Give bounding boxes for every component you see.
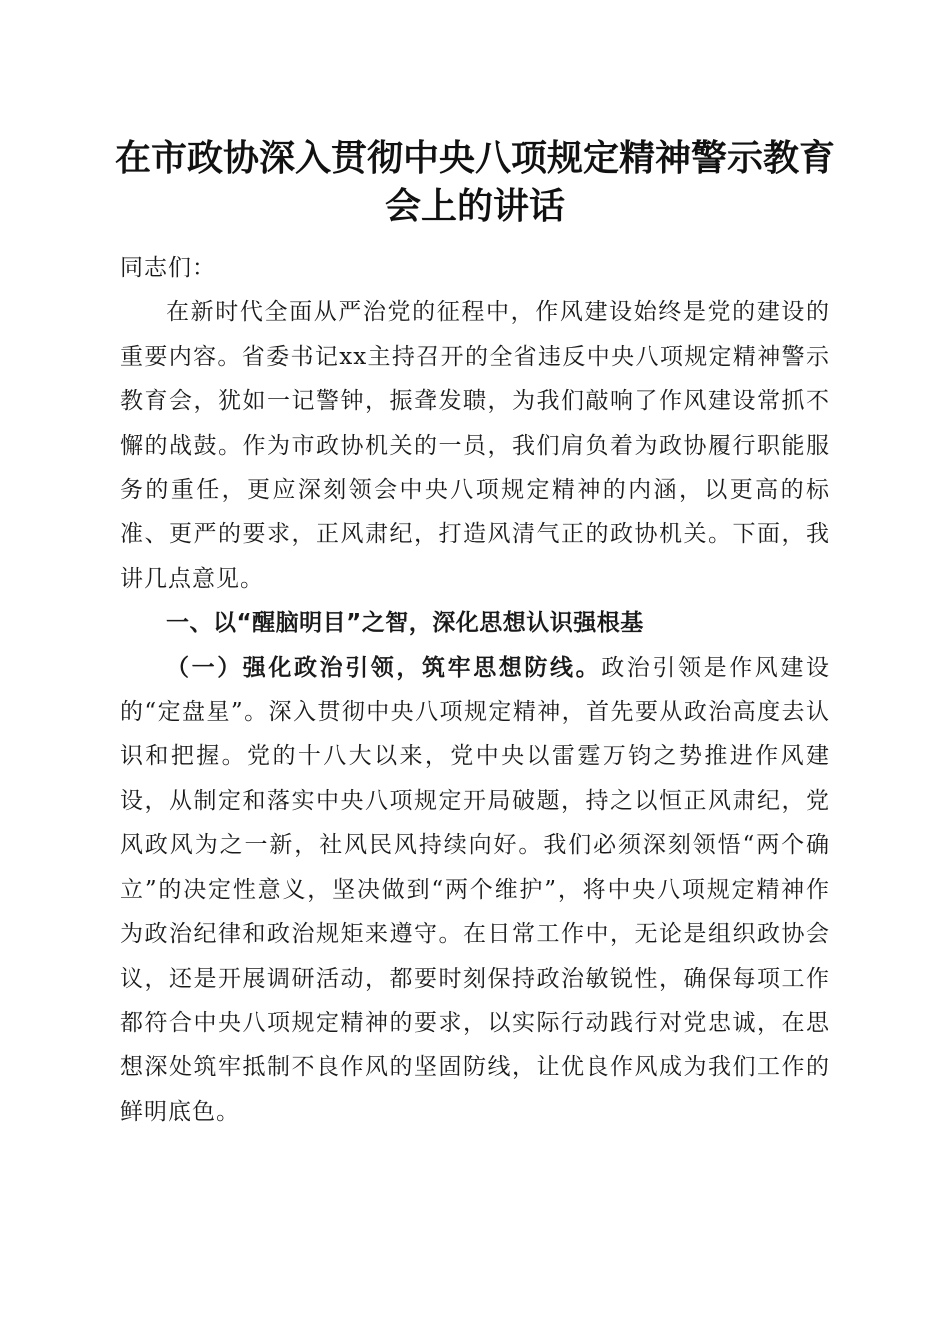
document-title: 在市政协深入贯彻中央八项规定精神警示教育会上的讲话 xyxy=(114,137,835,227)
section-heading-1: 一、以“醒脑明目”之智，深化思想认识强根基 xyxy=(166,610,644,637)
salutation: 同志们： xyxy=(120,255,216,281)
document-body xyxy=(120,246,830,1134)
subsection-body-1: 政治引领是作风建设的“定盘星”。深入贯彻中央八项规定精神，首先要从政治高度去认识和把握。党的十八大以来，党中央以雷霆万钧之势推进作风建设，从制定和落实中央八项规定开局破题，持之以恒正风肃纪，党风政风为之一新，社风民风持续向好。我们必须深刻领悟“两个确立”的决定性意义，坚决做到“两个维护”，将中央八项规定精神作为政治纪律和政治规矩来遵守。在日常工作中，无论是组织政协会议，还是开展调研活动，都要时刻保持政治敏锐性，确保每项工作都符合中央八项规定精神的要求，以实际行动践行对党忠诚，在思想深处筑牢抵制不良作风的坚固防线，让优良作风成为我们工作的鲜明底色。 xyxy=(120,654,831,1125)
intro-paragraph: 在新时代全面从严治党的征程中，作风建设始终是党的建设的重要内容。省委书记xx主持召开的全省违反中央八项规定精神警示教育会，犹如一记警钟，振聋发聩，为我们敲响了作风建设常抓不懈的战鼓。作为市政协机关的一员，我们肩负着为政协履行职能服务的重任，更应深刻领会中央八项规定精神的内涵，以更高的标准、更严的要求，正风肃纪，打造风清气正的政协机关。下面，我讲几点意见。 xyxy=(120,299,830,592)
subsection-lead-1: （一）强化政治引领，筑牢思想防线。 xyxy=(166,653,602,681)
subsection-paragraph-1 xyxy=(120,646,830,1134)
